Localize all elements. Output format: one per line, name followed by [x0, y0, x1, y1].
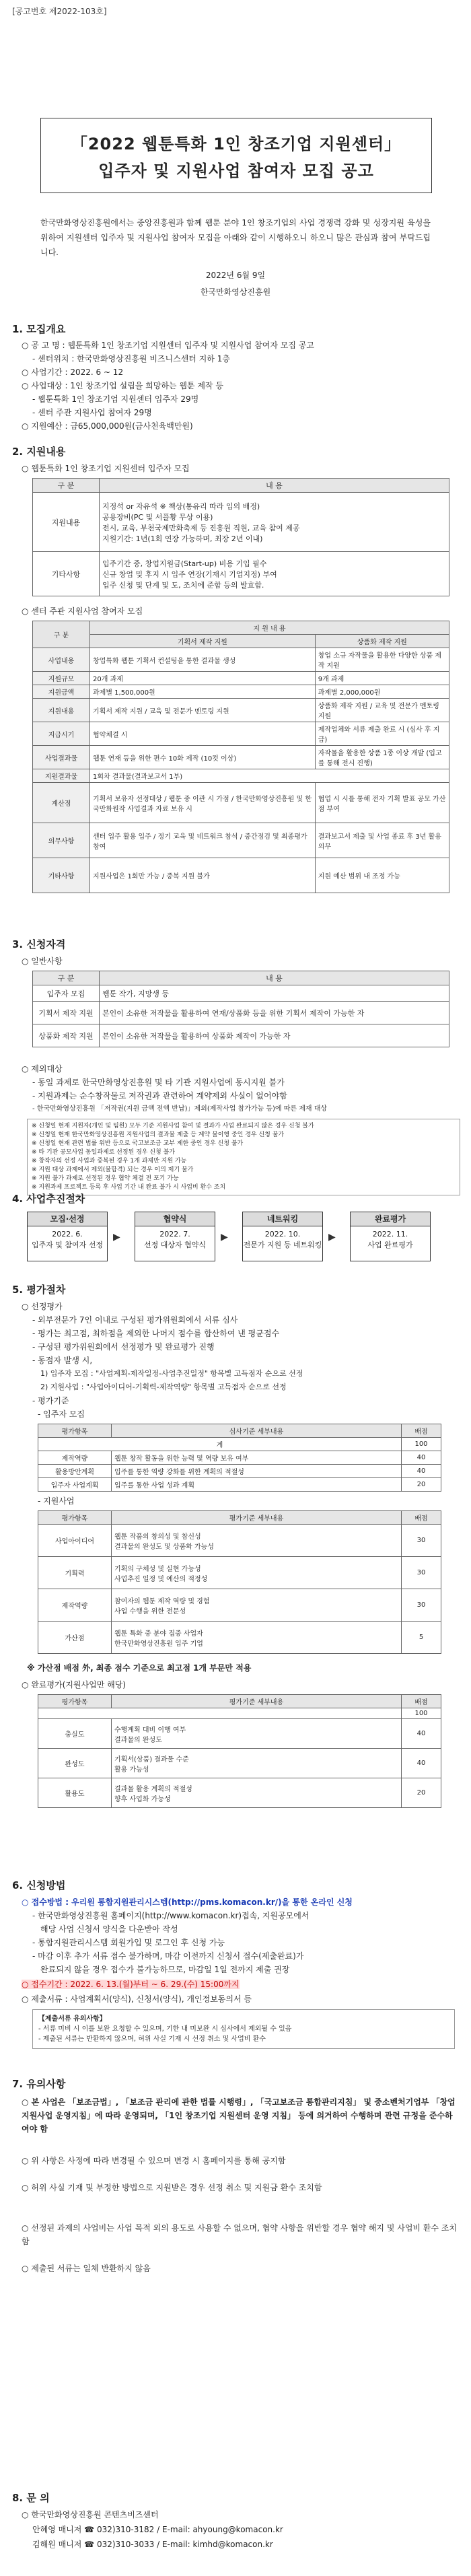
table-cell: 센터 입주 활용 입주 / 정기 교육 및 네트워크 참석 / 중간점검 및 최종평가 참여: [90, 823, 316, 858]
eval-score: 40: [402, 1749, 441, 1778]
criterion: 기획서(상품) 결과물 수준: [114, 1755, 189, 1764]
s3-line: - 한국만화영상진흥원 「저작권(지원 금액 전액 반납)」제외(제작사업 참가가능 등)에 따른 제재 대상: [32, 1105, 328, 1113]
section-6-title: 6. 신청방법: [12, 1879, 66, 1891]
s7-line: ○ 위 사항은 사정에 따라 변경될 수 있으며 변경 시 홈페이지를 통해 공지함: [22, 2156, 286, 2165]
note: ※ 신청일 현재 지원자(개인 및 팀원) 모두 기준 지원사업 참여 및 결과가 사업 완료되지 않은 경우 신청 불가: [32, 1123, 314, 1129]
title-line-1: 「2022 웹툰특화 1인 창조기업 지원센터」: [71, 135, 402, 153]
title-box: [40, 118, 432, 193]
intro-paragraph: 한국만화영상진흥원에서는 중앙진흥원과 함께 웹툰 분야 1인 창조기업의 사업 경쟁력 강화 및 성장지원 육성을 위하여 지원센터 입주자 및 지원사업 참여자 모집을 아래와 같이 시행하오니 하오니 많은 관심과 참여 부탁드립니다.: [40, 218, 431, 257]
criterion: 결과물의 완성도: [114, 1736, 162, 1744]
step-title: 모집·선정: [28, 1212, 107, 1226]
eval-desc: [112, 1525, 402, 1557]
row-label: 지원내용: [33, 699, 90, 722]
note: ※ 지원과제 프로젝트 등록 후 사업 기간 내 완료 불가 시 사업비 환수 조치: [32, 1184, 226, 1191]
row-label: 사업결과물: [33, 746, 90, 769]
criterion: 기획의 구체성 및 실현 가능성: [114, 1565, 201, 1573]
row-label: 기타사항: [33, 858, 90, 893]
eligibility-table: [32, 971, 449, 1047]
section-2-title: 2. 지원내용: [12, 446, 66, 458]
title-line-2: 입주자 및 지원사업 참여자 모집 공고: [98, 162, 374, 180]
row-label: 입주자 모집: [33, 985, 100, 1002]
s5-line: - 평가는 최고점, 최하점을 제외한 나머지 점수를 합산하여 낸 평균점수: [32, 1329, 280, 1338]
s5-line: - 평가기준: [32, 1396, 69, 1405]
s6-line: [22, 1979, 459, 1990]
table-cell: 협약체결 시: [90, 722, 316, 746]
table-cell: 1회차 결과물(결과보고서 1부): [90, 769, 449, 783]
s7-line: ○ 선정된 과제의 사업비는 사업 목적 외의 용도로 사용할 수 없으며, 협약 사항을 위반할 경우 협약 해지 및 사업비 환수 조치함: [22, 2223, 457, 2246]
note: ※ 창작자의 선정 사업과 중복된 경우 1개 과제만 지원 가능: [32, 1158, 187, 1164]
s1-line: ○ 지원예산 : 금65,000,000원(금사천육백만원): [22, 421, 193, 431]
announcement-date: 2022년 6월 9일: [205, 271, 266, 280]
s6-line: - 마감 이후 추가 서류 접수 불가하며, 마감 이전까지 신청서 접수(제출완료)가: [32, 1951, 304, 1961]
contact-line[interactable]: 김해원 매니저 ☎ 032)310-3033 / E-mail: kimhd@komacon.kr: [32, 2540, 273, 2549]
criterion: 한국만화영상진흥원 입주 기업: [114, 1640, 203, 1648]
note: ※ 지원 불가 과제로 선정된 경우 협약 체결 전 포기 가능: [32, 1175, 179, 1182]
total-score: 100: [402, 1438, 441, 1451]
section-1-title: 1. 모집개요: [12, 323, 66, 335]
s6-line: ○ 제출서류 : 사업계획서(양식), 신청서(양식), 개인정보동의서 등: [22, 1994, 252, 2004]
note: ※ 신청일 현재 관련 법률 위반 등으로 국고보조금 교부 제한 중인 경우 신청 불가: [32, 1140, 244, 1147]
criterion: 웹툰 특화 중 분야 집중 사업자: [114, 1630, 203, 1638]
s5-sub1: ○ 선정평가: [22, 1302, 63, 1311]
organization-name: 한국만화영상진흥원: [200, 287, 271, 297]
step-date: 2022. 10.: [264, 1230, 301, 1239]
arrow-right-icon: ▶: [328, 1232, 336, 1243]
step-date: 2022. 11.: [372, 1230, 408, 1239]
list-item: 지정석 or 자유석 ※ 책상(통유리 따라 입의 배정): [102, 501, 260, 511]
note: ※ 지원 대상 과제에서 제외(불합격) 되는 경우 이의 제기 불가: [32, 1167, 194, 1173]
eval-item: 입주자 사업계획: [38, 1478, 112, 1492]
eval-item: 활용방안계획: [38, 1465, 112, 1478]
table-cell: 창업특화 웹툰 기획서 컨설팅을 통한 결과물 생성: [90, 648, 316, 672]
section-7-title: 7. 유의사항: [12, 2078, 66, 2090]
eval-score: 30: [402, 1557, 441, 1589]
eval-desc: [112, 1589, 402, 1622]
criterion: 참여자의 웹툰 제작 역량 및 경험: [114, 1597, 210, 1605]
table-header: 기획서 제작 지원: [90, 635, 316, 648]
table-header: 평가항목: [38, 1511, 112, 1525]
row-label: 의무사항: [33, 823, 90, 858]
list-item: 지원기간: 1년(1회 연장 가능하며, 최장 2년 이내): [102, 534, 263, 543]
table-header: 배점: [402, 1424, 441, 1438]
eval-item: 충실도: [38, 1719, 112, 1749]
eval-item: 사업아이디어: [38, 1525, 112, 1557]
s5-line: - 동점자 발생 시,: [32, 1356, 93, 1365]
step-date: 2022. 6.: [52, 1230, 83, 1239]
table-cell: 9개 과제: [315, 672, 449, 685]
submission-notes: [32, 2009, 455, 2049]
criterion: 결과물의 완성도 및 상품화 가능성: [114, 1543, 214, 1551]
apply-period: ○ 접수기간 : 2022. 6. 13.(월)부터 ~ 6. 29.(수) 15:00까지: [22, 1980, 240, 1989]
s1-line: ○ 사업대상 : 1인 창조기업 설립을 희망하는 웹툰 제작 등: [22, 381, 223, 390]
eval-score: 20: [402, 1478, 441, 1492]
row-label: 계산점: [33, 783, 90, 823]
eval-score: 40: [402, 1719, 441, 1749]
criterion: 사업추진 일정 및 예산의 적정성: [114, 1575, 208, 1583]
s3-sub2: ○ 제외대상: [22, 1064, 63, 1074]
s1-line: - 센터위치 : 한국만화영상진흥원 비즈니스센터 지하 1층: [32, 354, 230, 363]
note: - 서류 미비 시 이를 보완 요청할 수 있으며, 기한 내 미보완 시 심사에서 제외될 수 있음: [38, 2025, 292, 2033]
row-label: 상품화 제작 지원: [33, 1024, 100, 1047]
table-cell: 자작물을 활용한 상품 1종 이상 개발 (입고를 통해 전시 진행): [315, 746, 449, 769]
table-cell: 창업 소규 자작물을 활용한 다양한 상품 제작 지원: [315, 648, 449, 672]
s5-line: 2) 지원사업 : "사업아이디어-기획력-제작역량" 항목별 고득점자 순으로 선정: [40, 1383, 287, 1391]
eval-item: 제작역량: [38, 1451, 112, 1465]
flow-step: [350, 1212, 431, 1261]
table-cell: 20개 과제: [90, 672, 316, 685]
table-header: 평가기준 세부내용: [112, 1695, 402, 1708]
arrow-right-icon: ▶: [113, 1232, 120, 1243]
eval-note: ※ 가산점 배점 外, 최종 점수 기준으로 최고점 1개 부문만 적용: [27, 1663, 252, 1673]
flow-step: [27, 1212, 108, 1261]
notes-title: 【제출서류 유의사항】: [38, 2015, 106, 2023]
row-label: 기타사항: [33, 552, 100, 596]
table-cell: 웹툰 작가, 지망생 등: [100, 985, 449, 1002]
s5-line: - 구성된 평가위원회에서 선정평가 및 완료평가 진행: [32, 1342, 215, 1352]
eval-desc: 입주를 통한 사업 성과 계획: [112, 1478, 402, 1492]
s1-line: ○ 공 고 명 : 웹툰특화 1인 창조기업 지원센터 입주자 및 지원사업 참여자 모집 공고: [22, 341, 314, 350]
eval-desc: [112, 1719, 402, 1749]
notice-number: [공고번호 제2022-103호]: [12, 7, 107, 16]
s5-line: - 지원사업: [38, 1496, 75, 1506]
step-desc: 입주자 및 참여자 선정: [31, 1241, 104, 1249]
table-cell: 본인이 소유한 저작물을 활용하여 상품화 제작이 가능한 자: [100, 1024, 449, 1047]
table-header: 심사기준 세부내용: [112, 1424, 402, 1438]
table-header: 평가항목: [38, 1695, 112, 1708]
row-label: 지급시기: [33, 722, 90, 746]
table-cell: 상품화 제작 지원 / 교육 및 전문가 멘토링 지원: [315, 699, 449, 722]
criterion: 수행계획 대비 이행 여부: [114, 1726, 186, 1734]
criterion: 향후 사업화 가능성: [114, 1795, 171, 1803]
step-desc: 선정 대상자 협약식: [143, 1241, 206, 1249]
table-header: 평가기준 세부내용: [112, 1511, 402, 1525]
eval-item: 완성도: [38, 1749, 112, 1778]
note: - 제출된 서류는 반환하지 않으며, 허위 사실 기재 시 선정 취소 및 사업비 환수: [38, 2035, 266, 2043]
table-header: 지 원 내 용: [90, 621, 449, 635]
row-content: [100, 552, 449, 596]
s7-line: ○ 허위 사실 기재 및 부정한 방법으로 지원받은 경우 선정 취소 및 지원금 환수 조치함: [22, 2183, 322, 2192]
eval-table-2: [38, 1510, 441, 1654]
eval-table-3: [38, 1694, 441, 1808]
s2-sub1: ○ 웹툰특화 1인 창조기업 지원센터 입주자 모집: [22, 464, 190, 473]
row-label: 사업내용: [33, 648, 90, 672]
flow-step: [135, 1212, 215, 1261]
s5-line: - 입주자 모집: [38, 1409, 85, 1419]
list-item: 공용장비(PC 및 서플황 무상 이용): [102, 512, 213, 522]
s8-line: ○ 한국만화영상진흥원 콘텐츠비즈센터: [22, 2510, 159, 2519]
total-score: 100: [402, 1708, 441, 1719]
s7-line: ○ 본 사업은 「보조금법」, 「보조금 관리에 관한 법률 시행령」, 「국고보조금 통합관리지침」 및 중소벤처기업부 「창업지원사업 운영지침」에 따라 운영되며, 「1인 창조기업 지원센터 운영 지침」 등에 의거하여 수행하며 관련 규정을 준수하여야 함: [22, 2097, 456, 2134]
support-table-2: [32, 621, 449, 893]
criterion: 결과물 활용 계획의 적절성: [114, 1785, 192, 1793]
section-4-title: 4. 사업추진절차: [12, 1193, 85, 1205]
table-cell: 지원 예산 범위 내 조정 가능: [315, 858, 449, 893]
eval-item: 제작역량: [38, 1589, 112, 1622]
s3-line: - 지원과제는 순수창작물로 저작권과 관련하여 계약제외 사실이 없어야함: [32, 1091, 287, 1101]
s6-line: - 통합지원관리시스템 회원가입 및 로그인 후 신청 가능: [32, 1938, 225, 1947]
s2-sub2: ○ 센터 주관 지원사업 참여자 모집: [22, 606, 143, 616]
s1-line: - 센터 주관 지원사업 참여자 29명: [32, 408, 152, 417]
eval-desc: [112, 1622, 402, 1654]
table-header: 상품화 제작 지원: [315, 635, 449, 648]
s6-line: - 한국만화영상진흥원 홈페이지(http://www.komacon.kr)접속, 지원공모에서: [32, 1911, 310, 1920]
section-8-title: 8. 문 의: [12, 2492, 50, 2504]
table-header: 구 분: [33, 621, 90, 648]
eval-desc: 입주를 통한 역량 강화를 위한 계획의 적절성: [112, 1465, 402, 1478]
table-header: 구 분: [33, 971, 100, 985]
list-item: 입주 신청 및 단계 및 도, 조치에 준함 등의 발효함.: [102, 580, 264, 590]
table-header: 평가항목: [38, 1424, 112, 1438]
s3-line: - 동일 과제로 한국만화영상진흥원 및 타 기관 지원사업에 동시지원 불가: [32, 1078, 285, 1087]
step-title: 완료평가: [351, 1212, 430, 1226]
step-desc: 사업 완료평가: [367, 1241, 413, 1249]
exclusion-notes: [27, 1119, 460, 1195]
note: ※ 타 기관 공모사업 동일과제로 선정된 경우 신청 불가: [32, 1149, 176, 1156]
table-cell: 제작업체와 서류 제출 완료 시 (심사 후 지급): [315, 722, 449, 746]
eval-table-1: [38, 1424, 441, 1492]
row-label: 지원금액: [33, 685, 90, 699]
step-desc: 전문가 지원 등 네트워킹: [243, 1241, 322, 1249]
eval-item: 가산점: [38, 1622, 112, 1654]
section-3-title: 3. 신청자격: [12, 938, 66, 950]
criterion: 웹툰 작품의 창의성 및 참신성: [114, 1533, 201, 1541]
eval-item: 활용도: [38, 1778, 112, 1808]
eval-score: 20: [402, 1778, 441, 1808]
eval-score: 30: [402, 1525, 441, 1557]
eval-desc: 웹툰 창작 활동을 위한 능력 및 역량 보유 여부: [112, 1451, 402, 1465]
eval-item: 기획력: [38, 1557, 112, 1589]
s5-sub2: ○ 완료평가(지원사업만 해당): [22, 1680, 126, 1690]
note: ※ 신청일 현재 한국만화영상진흥원 지원사업의 결과물 제출 등 계약 불이행 중인 경우 신청 불가: [32, 1132, 285, 1138]
section-5-title: 5. 평가절차: [12, 1284, 66, 1296]
support-table-1: [32, 478, 449, 596]
eval-score: 5: [402, 1622, 441, 1654]
eval-score: 30: [402, 1589, 441, 1622]
criterion: 활용 가능성: [114, 1766, 149, 1774]
s6-line: [22, 1897, 459, 1908]
row-label: 지원내용: [33, 493, 100, 552]
contact-line[interactable]: 안혜영 매니저 ☎ 032)310-3182 / E-mail: ahyoung@komacon.kr: [32, 2525, 283, 2534]
eval-desc: [112, 1778, 402, 1808]
s3-sub1: ○ 일반사항: [22, 956, 63, 966]
table-header: 배점: [402, 1695, 441, 1708]
s1-line: ○ 사업기간 : 2022. 6 ~ 12: [22, 368, 124, 377]
table-header: 구 분: [33, 479, 100, 493]
s5-line: 1) 입주자 모집 : "사업계획-제작일정-사업추진일정" 항목별 고득점자 순으로 선정: [40, 1369, 303, 1378]
criterion: 사업 수행을 위한 전문성: [114, 1607, 186, 1615]
row-content: [100, 493, 449, 552]
total-label: 계: [38, 1438, 402, 1451]
table-cell: 웹툰 연재 등을 위한 편수 10화 제작 (10컷 이상): [90, 746, 316, 769]
eval-desc: [112, 1749, 402, 1778]
table-header: 내 용: [100, 479, 449, 493]
s1-line: - 웹툰특화 1인 창조기업 지원센터 입주자 29명: [32, 394, 199, 404]
table-cell: 협업 시 시를 통해 전자 기획 발표 공모 가산점 부여: [315, 783, 449, 823]
table-cell: 기획서 보유자 선정대상 / 웹툰 중 이관 시 가점 / 한국만화영상진흥원 및 한국만화원작 사업결과 자료 보유 시: [90, 783, 316, 823]
list-item: 신규 창업 및 후지 시 입주 연장(기재시 기업지정) 부여: [102, 569, 277, 579]
table-cell: 기획서 제작 지원 / 교육 및 전문가 멘토링 지원: [90, 699, 316, 722]
process-flow: [27, 1212, 444, 1265]
s6-line: 완료되지 않을 경우 접수가 불가능하므로, 마감일 1일 전까지 제출 권장: [40, 1965, 290, 1974]
s7-line: ○ 제출된 서류는 일체 반환하지 않음: [22, 2264, 151, 2273]
flow-step: [242, 1212, 323, 1261]
table-cell: 과제별 2,000,000원: [315, 685, 449, 699]
table-cell: 지원사업은 1회만 가능 / 중복 지원 불가: [90, 858, 316, 893]
table-header: 배점: [402, 1511, 441, 1525]
eval-score: 40: [402, 1451, 441, 1465]
table-cell: 본인이 소유한 저작물을 활용하여 연재/상품화 등을 위한 기획서 제작이 가능한 자: [100, 1002, 449, 1024]
row-label: 지원규모: [33, 672, 90, 685]
table-header: 내 용: [100, 971, 449, 985]
arrow-right-icon: ▶: [221, 1232, 228, 1243]
row-label: 지원결과물: [33, 769, 90, 783]
step-title: 협약식: [135, 1212, 215, 1226]
list-item: 전시, 교육, 부천국제만화축제 등 진흥원 직원, 교육 참여 제공: [102, 523, 300, 532]
table-cell: 결과보고서 제출 및 사업 종료 후 3년 활용 의무: [315, 823, 449, 858]
row-label: 기획서 제작 지원: [33, 1002, 100, 1024]
s6-line: 해당 사업 신청서 양식을 다운받아 작성: [40, 1924, 178, 1934]
step-date: 2022. 7.: [159, 1230, 190, 1239]
table-cell: 과제별 1,500,000원: [90, 685, 316, 699]
list-item: 입주기간 중, 창업지원금(Start-up) 비용 기입 필수: [102, 559, 267, 568]
s5-line: - 외부전문가 7인 이내로 구성된 평가위원회에서 서류 심사: [32, 1315, 238, 1325]
step-title: 네트워킹: [243, 1212, 322, 1226]
eval-score: 40: [402, 1465, 441, 1478]
eval-desc: [112, 1557, 402, 1589]
apply-method: ○ 접수방법 : 우리원 통합지원관리시스템(http://pms.komacon.kr/)을 통한 온라인 신청: [22, 1898, 353, 1907]
